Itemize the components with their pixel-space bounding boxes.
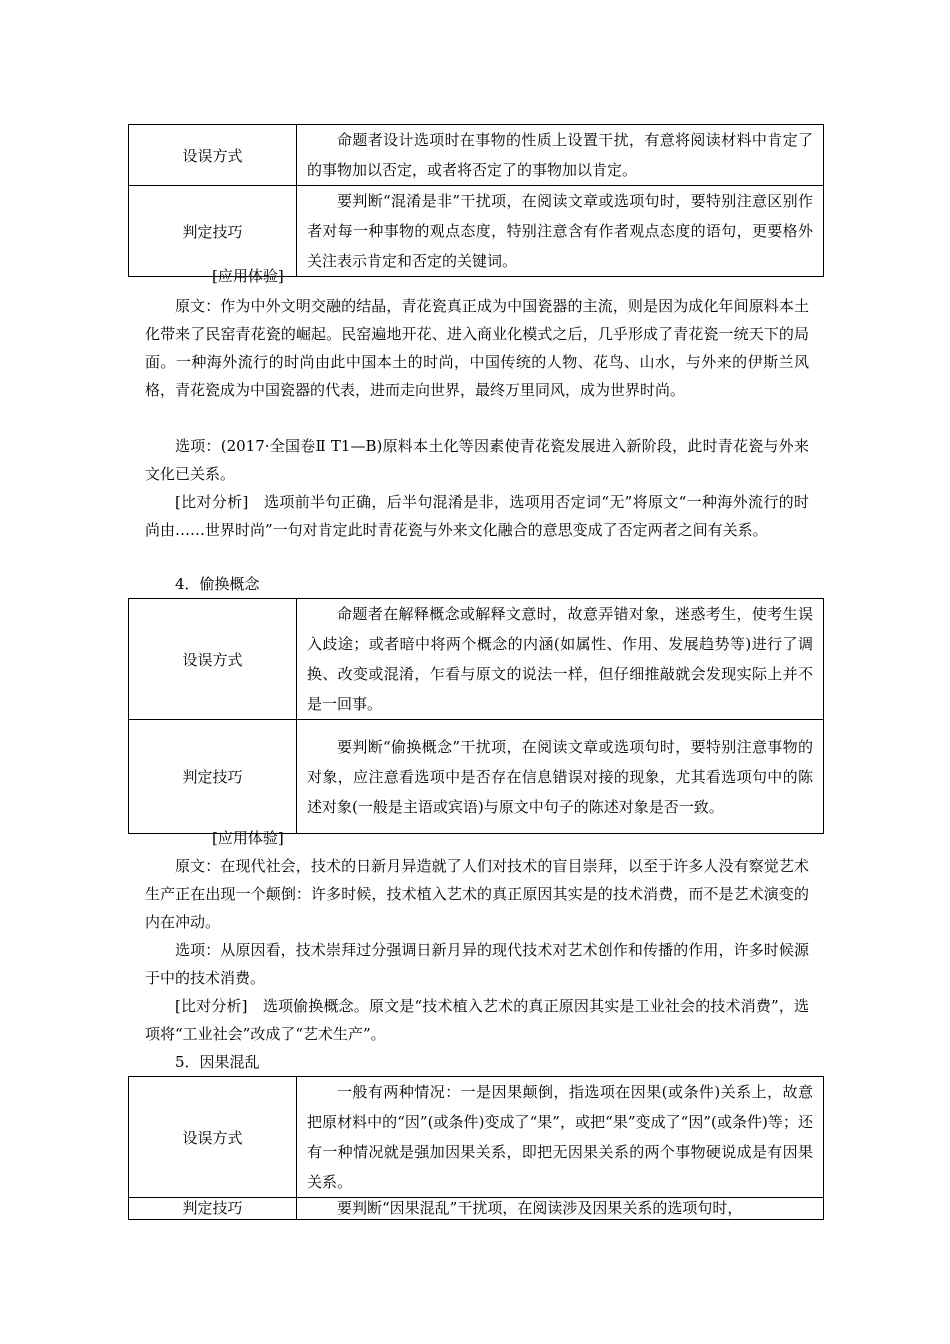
table-text-content: 一般有两种情况：一是因果颠倒，指选项在因果(或条件)关系上，故意把原材料中的“因”(或条件)变成了“果”，或把“果”变成了“因”(或条件)等；还有一种情况就是强加因果关系，即把无因果关系的两个事物硬说成是有因果关系。	[307, 1083, 813, 1191]
table-text-content: 要判断“因果混乱”干扰项，在阅读涉及因果关系的选项句时，	[337, 1199, 743, 1217]
table-text	[297, 125, 824, 186]
section5-table	[128, 1076, 824, 1220]
apply-heading: [应用体验]	[212, 267, 284, 285]
table-text-content: 要判断“混淆是非”干扰项，在阅读文章或选项句时，要特别注意区别作者对每一种事物的观点态度，特别注意含有作者观点态度的语句，更要格外关注表示肯定和否定的关键词。	[307, 192, 813, 270]
table-text	[297, 1077, 824, 1198]
table-row	[129, 1077, 824, 1198]
table-text-content: 命题者在解释概念或解释文意时，故意弄错对象，迷惑考生，使考生误入歧途；或者暗中将两个概念的内涵(如属性、作用、发展趋势等)进行了调换、改变或混淆，乍看与原文的说法一样，但仔细推敲就会发现实际上并不是一回事。	[307, 605, 813, 713]
table-row	[129, 125, 824, 186]
table-label: 设误方式	[129, 125, 297, 186]
original-paragraph: 原文：作为中外文明交融的结晶，青花瓷真正成为中国瓷器的主流，则是因为成化年间原料本土化带来了民窑青花瓷的崛起。民窑遍地开花、进入商业化模式之后，几乎形成了青花瓷一统天下的局面。一种海外流行的时尚由此中国本土的时尚，中国传统的人物、花鸟、山水，与外来的伊斯兰风格，青花瓷成为中国瓷器的代表，进而走向世界，最终万里同风，成为世界时尚。	[145, 297, 809, 399]
table-text	[297, 186, 824, 277]
table-text-content: 要判断“偷换概念”干扰项，在阅读文章或选项句时，要特别注意事物的对象，应注意看选项中是否存在信息错误对接的现象，尤其看选项句中的陈述对象(一般是主语或宾语)与原文中句子的陈述对象是否一致。	[307, 737, 813, 816]
table-label: 判定技巧	[129, 1198, 297, 1220]
section5-heading: 5．因果混乱	[175, 1053, 260, 1071]
table-row	[129, 1198, 824, 1220]
original-paragraph: 原文：在现代社会，技术的日新月异造就了人们对技术的盲目崇拜，以至于许多人没有察觉艺术生产正在出现一个颠倒：许多时候，技术植入艺术的真正原因其实是的技术消费，而不是艺术演变的内在冲动。	[145, 857, 809, 931]
section3-table	[128, 124, 824, 277]
table-text	[297, 1198, 824, 1220]
table-label: 设误方式	[129, 1077, 297, 1198]
section4-heading: 4．偷换概念	[175, 575, 260, 593]
table-label: 判定技巧	[129, 720, 297, 834]
analysis-paragraph: [比对分析] 选项偷换概念。原文是“技术植入艺术的真正原因其实是工业社会的技术消费”，选项将“工业社会”改成了“艺术生产”。	[145, 997, 809, 1043]
apply-heading: [应用体验]	[212, 829, 284, 847]
analysis-paragraph: [比对分析] 选项前半句正确，后半句混淆是非，选项用否定词“无”将原文“一种海外流行的时尚由……世界时尚”一句对肯定此时青花瓷与外来文化融合的意思变成了否定两者之间有关系。	[145, 493, 809, 539]
table-text	[297, 599, 824, 720]
table-row	[129, 186, 824, 277]
table-row	[129, 720, 824, 834]
table-label: 设误方式	[129, 599, 297, 720]
section4-table	[128, 598, 824, 834]
option-paragraph: 选项：(2017·全国卷Ⅱ T1—B)原料本土化等因素使青花瓷发展进入新阶段，此时青花瓷与外来文化已关系。	[145, 437, 809, 483]
table-label: 判定技巧	[129, 186, 297, 277]
option-paragraph: 选项：从原因看，技术崇拜过分强调日新月异的现代技术对艺术创作和传播的作用，许多时候源于中的技术消费。	[145, 941, 809, 987]
table-text-content: 命题者设计选项时在事物的性质上设置干扰，有意将阅读材料中肯定了的事物加以否定，或者将否定了的事物加以肯定。	[307, 131, 813, 179]
table-row	[129, 599, 824, 720]
table-text	[297, 720, 824, 834]
